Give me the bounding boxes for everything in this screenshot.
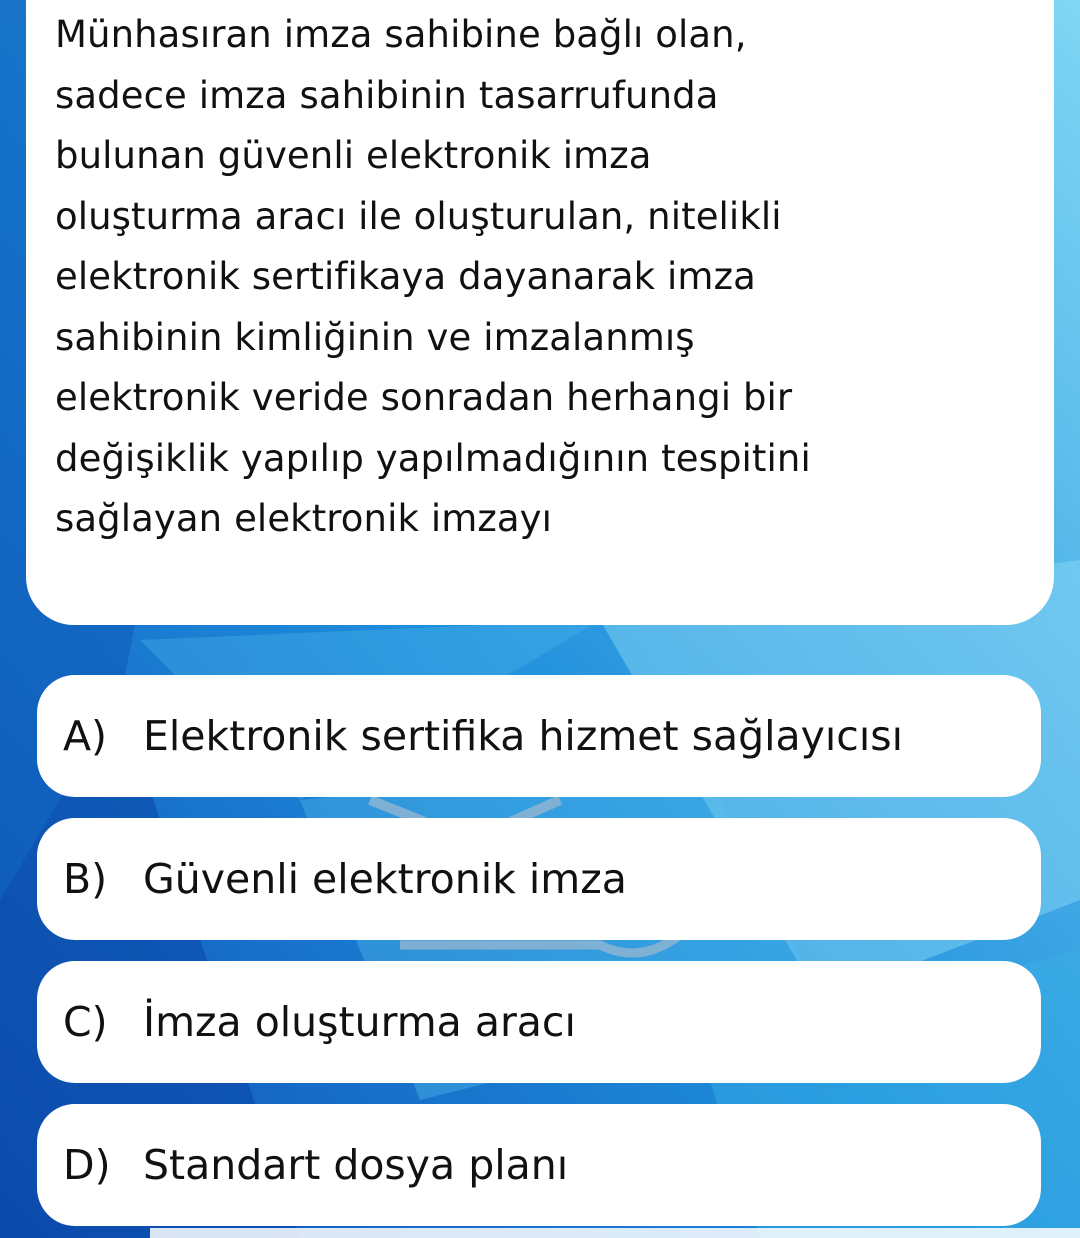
option-letter: C) <box>63 998 108 1046</box>
option-label: İmza oluşturma aracı <box>143 998 576 1046</box>
option-d-button[interactable] <box>37 1104 1041 1226</box>
option-label: Elektronik sertifika hizmet sağlayıcısı <box>143 712 903 760</box>
option-c-button[interactable] <box>37 961 1041 1083</box>
option-label: Güvenli elektronik imza <box>143 855 627 903</box>
option-label: Standart dosya planı <box>143 1141 569 1189</box>
question-card <box>26 0 1054 625</box>
option-a-button[interactable] <box>37 675 1041 797</box>
option-b-button[interactable] <box>37 818 1041 940</box>
question-text: Münhasıran imza sahibine bağlı olan, sadece imza sahibinin tasarrufunda bulunan güvenli elektronik imza oluşturma aracı ile oluşturulan, nitelikli elektronik sertifikaya dayanarak imza sahibinin kimliğinin ve imzalanmış elektronik veride sonradan herhangi bir değişiklik yapılıp yapılmadığının tespitini sağlayan elektronik imzayı <box>55 13 811 540</box>
option-letter: A) <box>63 712 108 760</box>
option-letter: D) <box>63 1141 111 1189</box>
option-letter: B) <box>63 855 108 903</box>
